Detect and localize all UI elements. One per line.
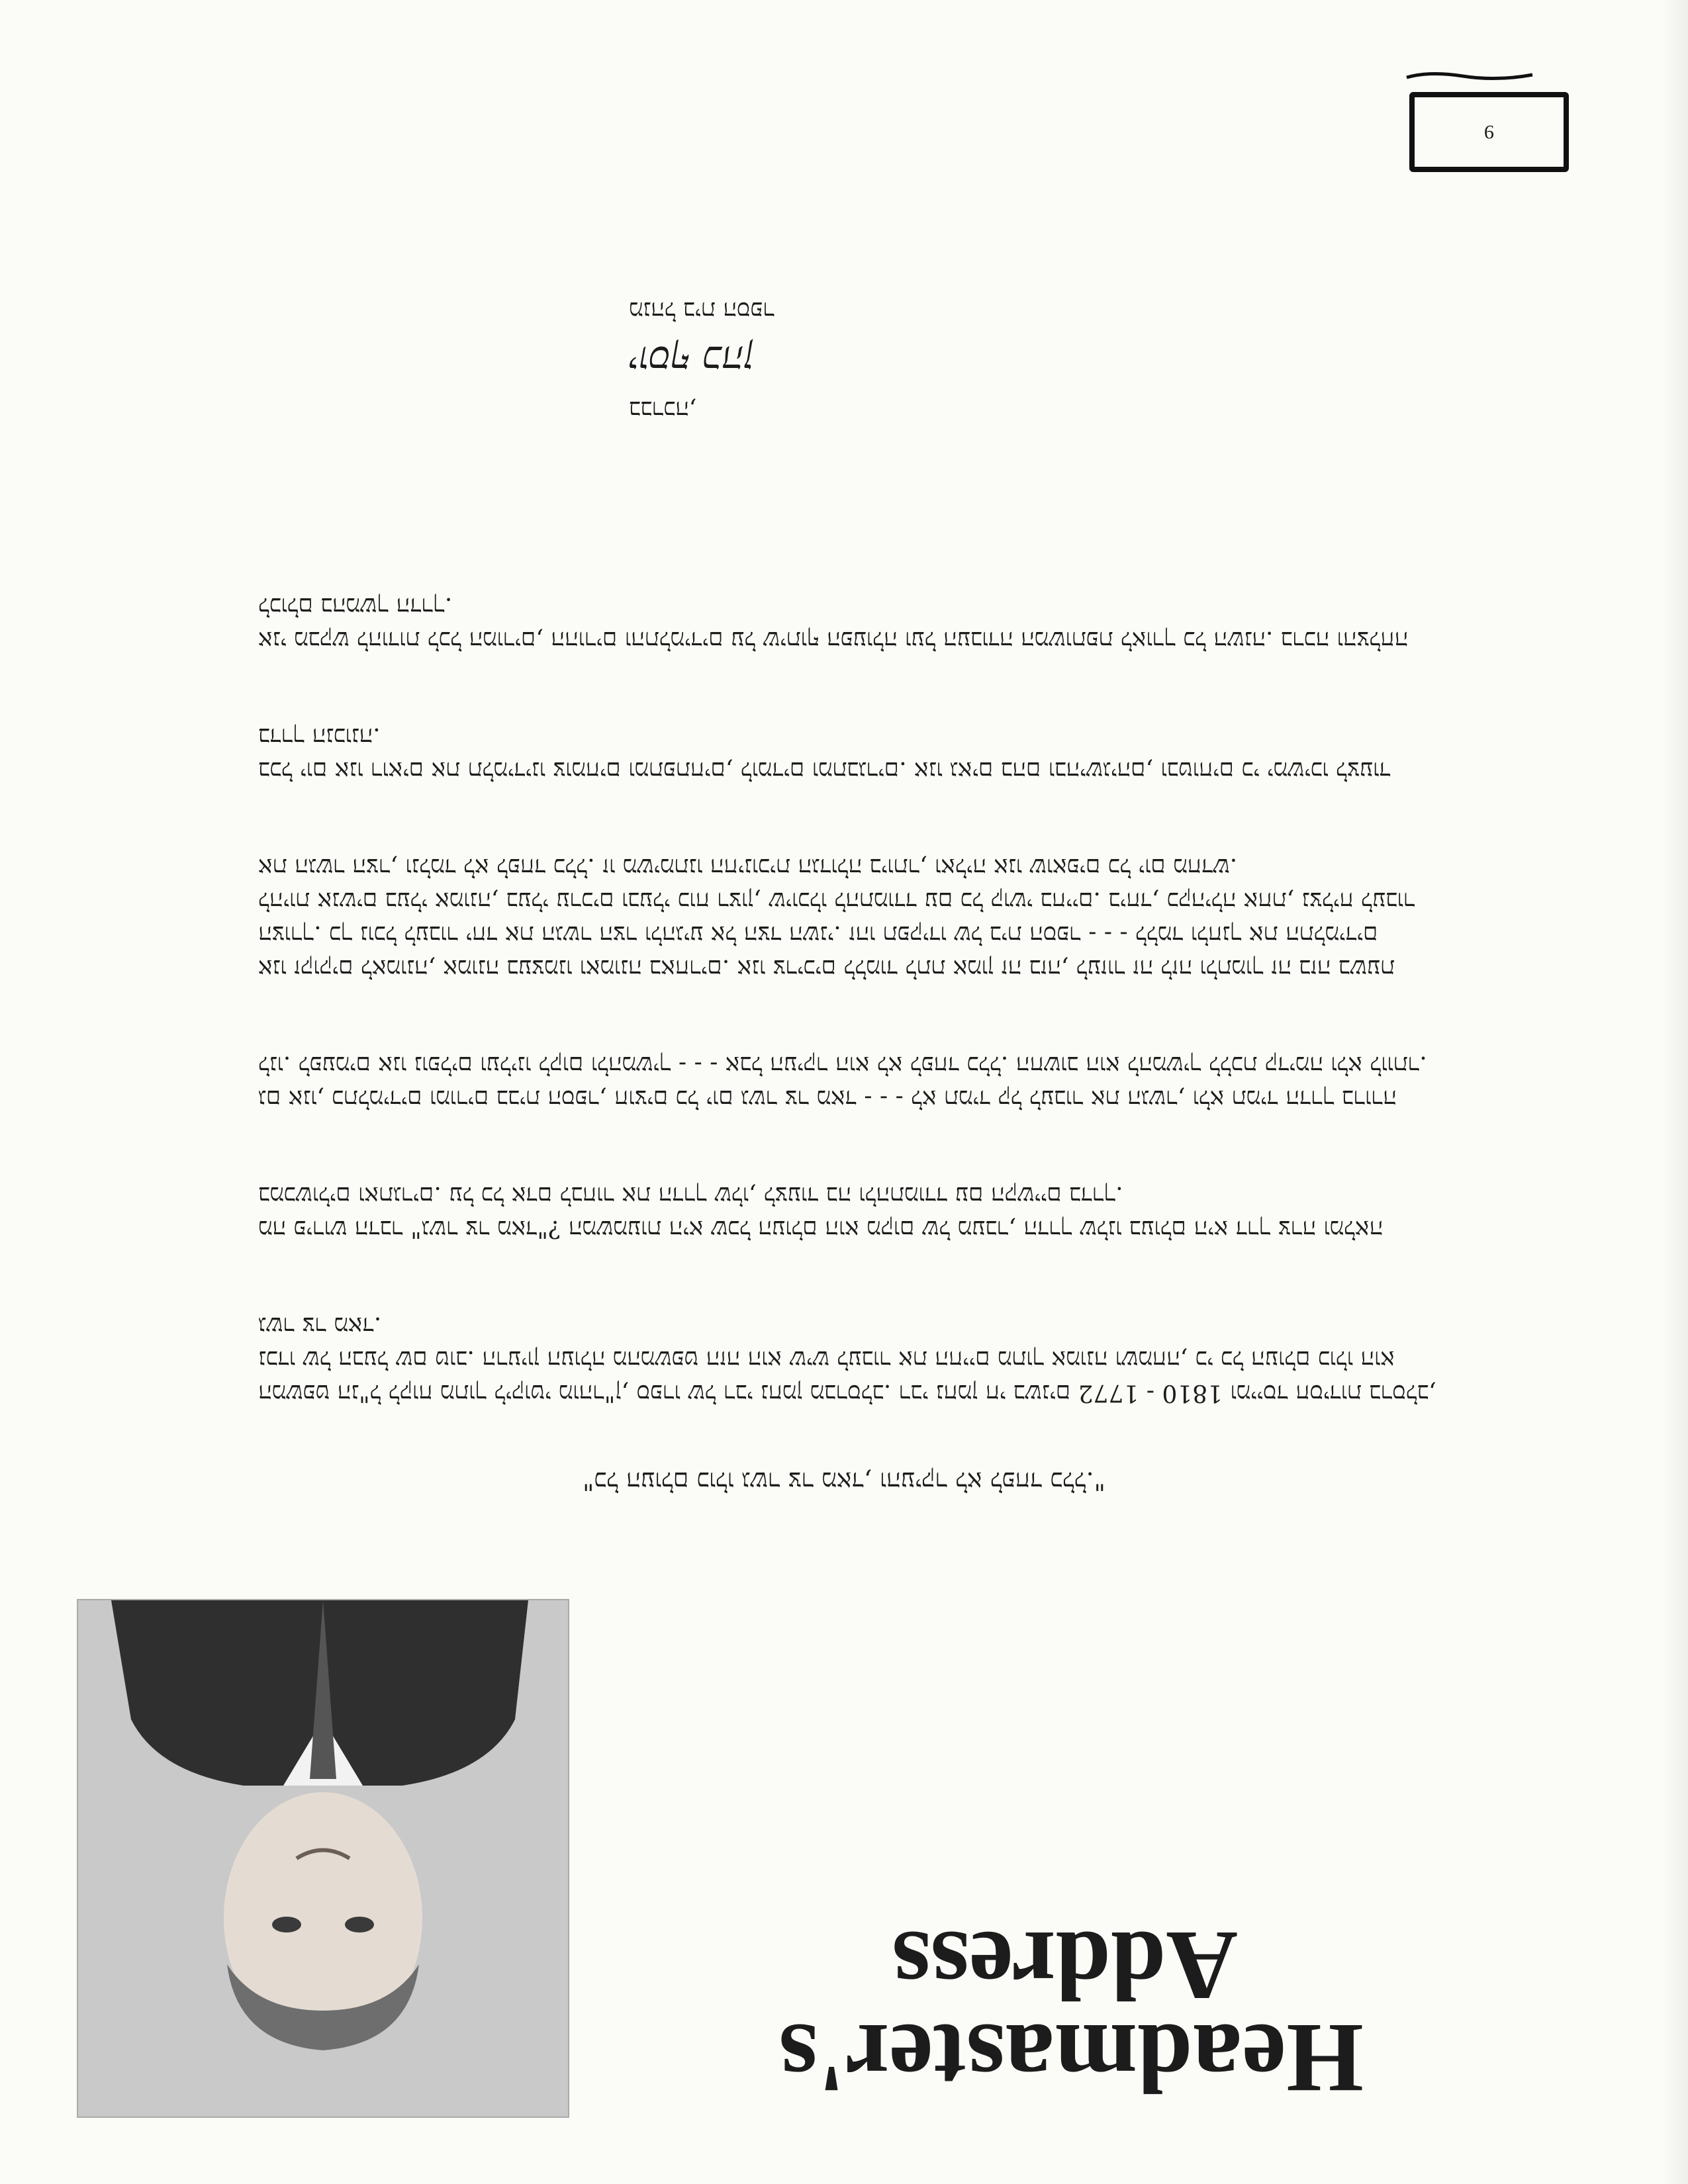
paragraph: מה פירוש הדבר "גשר צר מאד"? המשמעות היא שכל העולם הוא מקום של מעבר, הדרך שלנו בעולם היא דרך צרה ומלאה במכשולים ואתגרים. על כל אדם לבחור את הדרך שלו, לצעוד בה ולהתמודד עם הקשיים בדרך. [258,1181,1383,1242]
address-body [258,526,1436,1410]
title-line-1: Headmaster's [778,2003,1364,2113]
paragraph: המשפט הנ"ל לקוח מתוך ליקוטי מוהר"ן, ספרו של רבי נחמן מברסלב. רבי נחמן חי בשנים 1772 - 1810 ומייסד חסידות ברסלב, נכדו של הבעל שם טוב. הרעיון העולה מהמשפט הזה הוא שיש לעבור את החיים מתוך אמונה ושמחה, כי כל העולם כולו הוא גשר צר מאד. [258,1312,1436,1406]
title-line-2: Address [892,1911,1238,2021]
handwritten-signature: יוסף כהן [629,338,754,383]
page-title [778,1911,1364,2113]
epigraph-quote: "כל העולם כולו גשר צר מאד, והעיקר לא לפחד כלל." [583,1467,1106,1496]
signature-block [629,296,1026,424]
portrait-illustration [78,1600,568,2116]
paragraph: אנו זקוקים לאמונה, אמונה בעצמנו ואמונה באחרים. אנו צריכים ללמוד לתת אמון זה בזה, לעזור זה לזה ולתמוך זה בזה בשעת הצורך. כך נוכל לעבור יחד את הגשר הצר ולהגיע אל הצד השני. זהו תפקידו של בית הספר - - - ללמד ולחנך את התלמידים להיות אנשים בעלי אמונה, בעלי ערכים ובעלי כוח רצון, שיוכלו להתמודד עם כל קושי בחיים. ביחד, כקהילה אחת, נצליח לעבור את הגשר הצר, ונלמד לא לפחד כלל. זו משימתנו החינוכית הגדולה ביותר, ואליה אנו שואפים כל יום מחדש. [258,853,1415,981]
paragraph: אני מבקש להודות לכל המורים, ההורים והתלמידים על שיתוף הפעולה ועל העבודה המשותפת לאורך כל השנה. ברכה והצלחה לכולם בהמשך הדרך. [258,592,1409,653]
page-number: 9 [1484,121,1494,144]
headmaster-photo [77,1599,569,2118]
closing-line: בברכה, [629,396,697,423]
paragraph: גם אנו, כתלמידים ומורים בבית הספר, חוצים כל יום גשר צר מאד - - - לא תמיד קל לעבור את הגשר, ולא תמיד הדרך ברורה לנו. לפעמים אנו נופלים ועלינו לקום ולהמשיך - - - אבל העיקר הוא לא לפחד כלל. החשוב הוא להמשיך ללכת קדימה ולא לוותר. [258,1051,1427,1112]
page-edge [1662,0,1688,2184]
page-number-box [1409,92,1569,172]
paragraph: בכל יום אנו רואים את תלמידינו צומחים ומתפתחים, לומדים ומתבגרים. אנו גאים בהם ובהישגיהם, ובטוחים כי ימשיכו לצעוד בדרך הנכונה. [258,723,1391,784]
signer-title: מנהל בית הספר [629,296,774,324]
pen-scribble-mark [1403,69,1536,83]
